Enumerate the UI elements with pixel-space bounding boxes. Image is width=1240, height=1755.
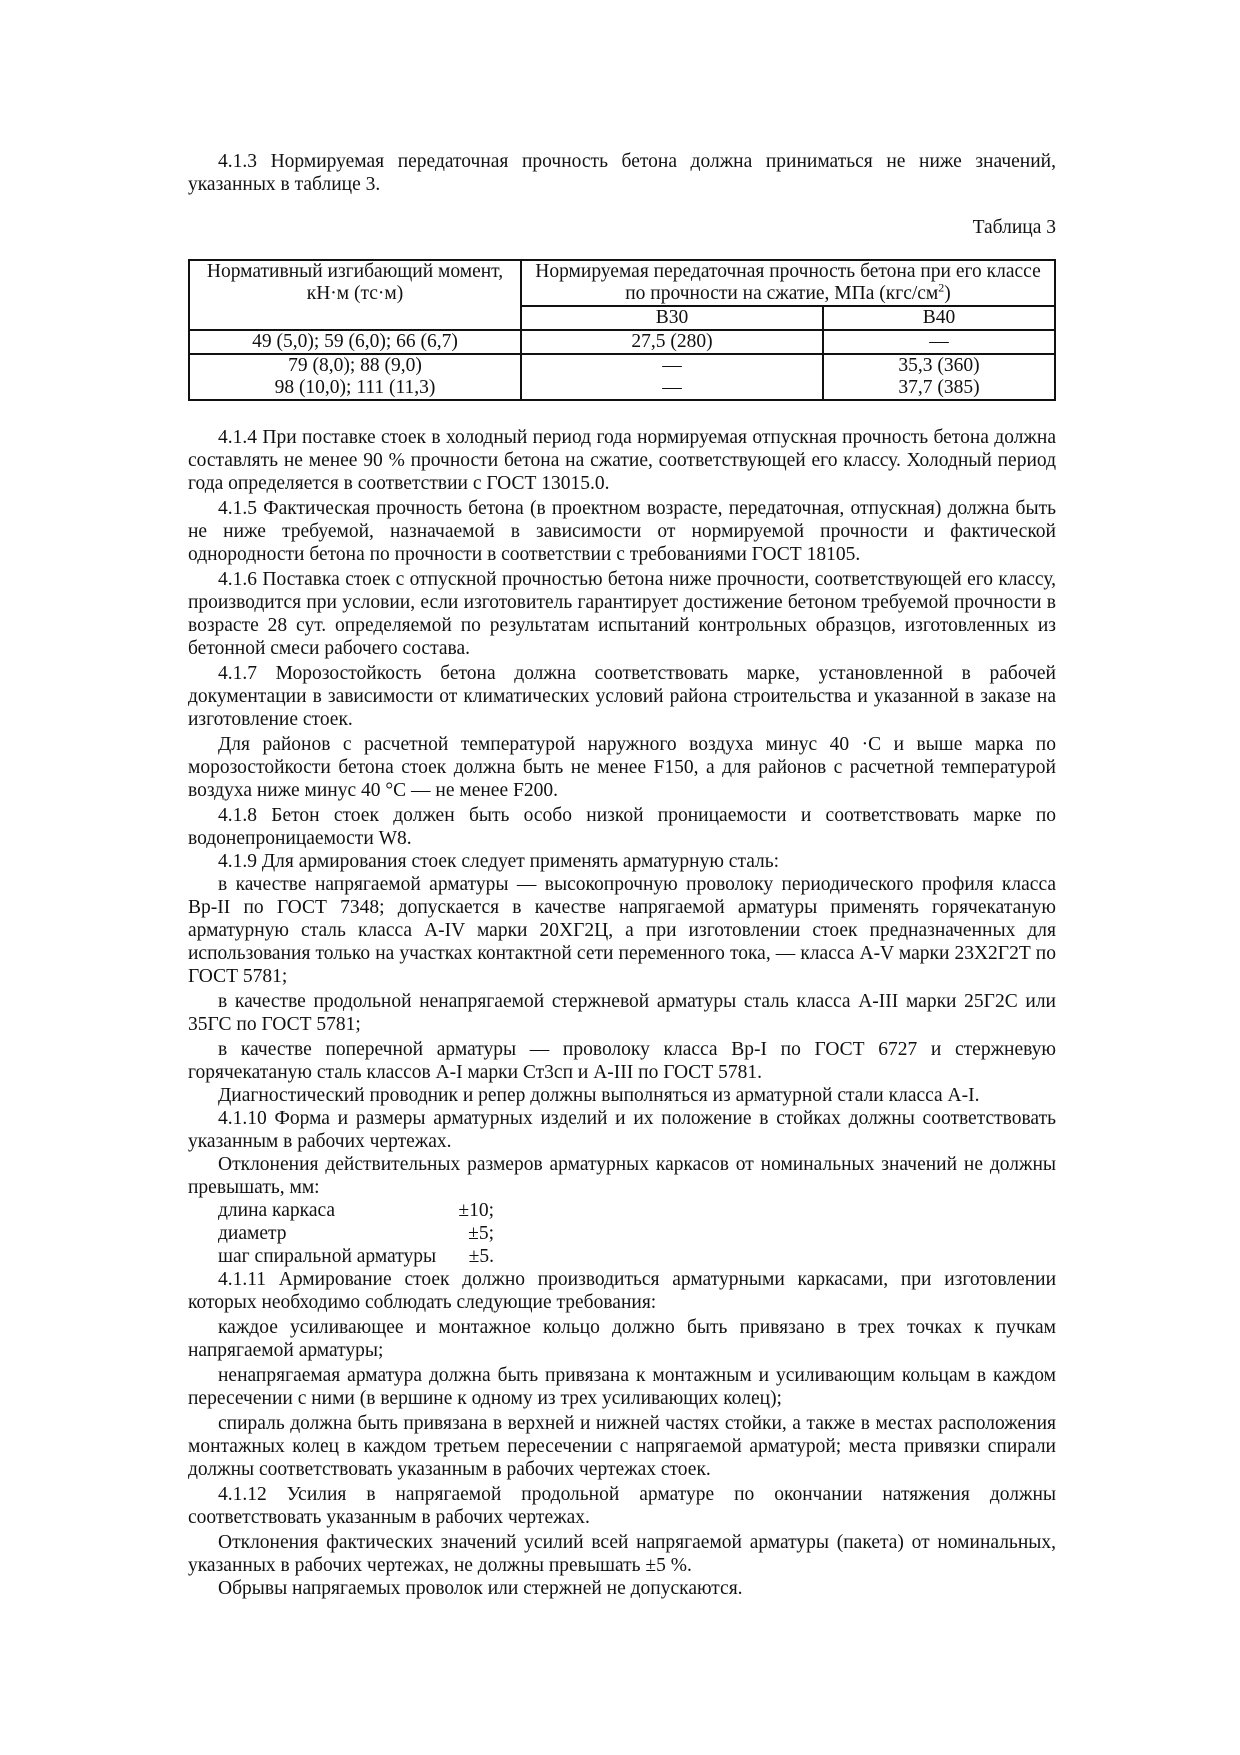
table-caption: Таблица 3 (972, 217, 1056, 238)
header-moment: Нормативный изгибающий момент, кН·м (тс·м) (189, 260, 521, 330)
deviation-name: диаметр (218, 1223, 287, 1244)
paragraph-4-1-9: 4.1.9 Для армирования стоек следует применять арматурную сталь: (218, 851, 780, 872)
strength-table (188, 259, 1056, 401)
deviation-value: ±5. (468, 1246, 494, 1267)
cell-moment-line: 98 (10,0); 111 (11,3) (274, 377, 436, 398)
paragraph-spiral: спираль должна быть привязана в верхней и нижней частях стойки, а также в местах расположения монтажных колец в каждом третьем пересечении с напрягаемой арматурой; места привязки спирали должны соответствовать указанным в рабочих чертежах стоек. (188, 1413, 1056, 1480)
paragraph-force-deviation: Отклонения фактических значений усилий всей напрягаемой арматуры (пакета) от номинальных, указанных в рабочих чертежах, не должны превышать ±5 %. (188, 1532, 1056, 1576)
table-row (189, 330, 1055, 354)
paragraph-4-1-12: 4.1.12 Усилия в напрягаемой продольной арматуре по окончании натяжения должны соответствовать указанным в рабочих чертежах. (188, 1484, 1056, 1528)
cell-b40-line: 37,7 (385) (898, 377, 980, 398)
cell-moment-line: 79 (8,0); 88 (9,0) (288, 355, 422, 376)
paragraph-4-1-3: 4.1.3 Нормируемая передаточная прочность бетона должна приниматься не ниже значений, указанных в таблице 3. (188, 151, 1056, 195)
deviation-name: длина каркаса (218, 1200, 336, 1221)
cell-b30-line: — (662, 377, 682, 398)
cell-b30-line: — (662, 355, 682, 376)
paragraph-4-1-10: 4.1.10 Форма и размеры арматурных изделий и их положение в стойках должны соответствовать указанным в рабочих чертежах. (188, 1108, 1056, 1152)
paragraph-longitudinal: в качестве продольной ненапрягаемой стержневой арматуры сталь класса А-III марки 25Г2С или 35ГС по ГОСТ 5781; (188, 991, 1056, 1035)
cell-b40-line: 35,3 (360) (898, 355, 980, 376)
cell-b30 (521, 354, 823, 400)
paragraph-breaks: Обрывы напрягаемых проволок или стержней не допускаются. (218, 1578, 743, 1599)
header-strength-sup: 2 (938, 280, 945, 295)
cell-b40 (823, 354, 1055, 400)
header-strength (521, 260, 1055, 306)
paragraph-nonprestressed: ненапрягаемая арматура должна быть привязана к монтажным и усиливающим кольцам в каждом пересечении с ними (в вершине к одному из трех усиливающих колец); (188, 1365, 1056, 1409)
paragraph-frost: Для районов с расчетной температурой наружного воздуха минус 40 ·С и выше марка по морозостойкости бетона стоек должна быть не менее F150, а для районов с расчетной температурой воздуха ниже минус 40 °С — не менее F200. (188, 734, 1056, 801)
paragraph-rings: каждое усиливающее и монтажное кольцо должно быть привязано в трех точках к пучкам напрягаемой арматуры; (188, 1317, 1056, 1361)
deviation-value: ±5; (468, 1223, 494, 1244)
deviation-row (188, 1199, 1056, 1222)
paragraph-prestressed: в качестве напрягаемой арматуры — высокопрочную проволоку периодического профиля класса Вр-II по ГОСТ 7348; допускается в качестве напрягаемой арматуры применять горячекатаную арматурную сталь класса А-IV марки 20ХГ2Ц, а при изготовлении стоек предназначенных для использования только на участках контактной сети переменного тока, — класса А-V марки 23Х2Г2Т по ГОСТ 5781; (188, 874, 1056, 987)
deviation-name: шаг спиральной арматуры (218, 1246, 437, 1267)
cell-b40: — (823, 330, 1055, 354)
document-page (188, 150, 1056, 1600)
paragraph-transverse: в качестве поперечной арматуры — проволоку класса Вр-I по ГОСТ 6727 и стержневую горячекатаную сталь классов А-I марки Ст3сп и А-III по ГОСТ 5781. (188, 1039, 1056, 1083)
paragraph-4-1-4: 4.1.4 При поставке стоек в холодный период года нормируемая отпускная прочность бетона должна составлять не менее 90 % прочности бетона на сжатие, соответствующей его классу. Холодный период года определяется в соответствии с ГОСТ 13015.0. (188, 427, 1056, 494)
deviation-row (188, 1222, 1056, 1245)
deviation-value: ±10; (458, 1200, 494, 1221)
cell-b30: 27,5 (280) (521, 330, 823, 354)
subheader-b40: В40 (823, 306, 1055, 330)
paragraph-diagnostic: Диагностический проводник и репер должны выполняться из арматурной стали класса А-I. (218, 1085, 980, 1106)
paragraph-4-1-7: 4.1.7 Морозостойкость бетона должна соответствовать марке, установленной в рабочей документации в зависимости от климатических условий района строительства и указанной в заказе на изготовление стоек. (188, 663, 1056, 730)
deviation-row (188, 1245, 1056, 1268)
paragraph-deviations-intro: Отклонения действительных размеров арматурных каркасов от номинальных значений не должны превышать, мм: (188, 1154, 1056, 1198)
header-strength-tail: ) (944, 283, 951, 304)
paragraph-4-1-6: 4.1.6 Поставка стоек с отпускной прочностью бетона ниже прочности, соответствующей его классу, производится при условии, если изготовитель гарантирует достижение бетоном требуемой прочности в возрасте 28 сут. определяемой по результатам испытаний контрольных образцов, изготовленных из бетонной смеси рабочего состава. (188, 569, 1056, 659)
table-row (189, 354, 1055, 400)
paragraph-4-1-11: 4.1.11 Армирование стоек должно производиться арматурными каркасами, при изготовлении которых необходимо соблюдать следующие требования: (188, 1269, 1056, 1313)
cell-moment (189, 354, 521, 400)
cell-moment: 49 (5,0); 59 (6,0); 66 (6,7) (189, 330, 521, 354)
subheader-b30: В30 (521, 306, 823, 330)
table-header-row (189, 260, 1055, 306)
paragraph-4-1-8: 4.1.8 Бетон стоек должен быть особо низкой проницаемости и соответствовать марке по водонепроницаемости W8. (188, 805, 1056, 849)
header-strength-text: Нормируемая передаточная прочность бетона при его классе по прочности на сжатие, МПа (кгс/см (535, 261, 1041, 304)
paragraph-4-1-5: 4.1.5 Фактическая прочность бетона (в проектном возрасте, передаточная, отпускная) должна быть не ниже требуемой, назначаемой в зависимости от нормируемой прочности и фактической однородности бетона по прочности в соответствии с требованиями ГОСТ 18105. (188, 498, 1056, 565)
